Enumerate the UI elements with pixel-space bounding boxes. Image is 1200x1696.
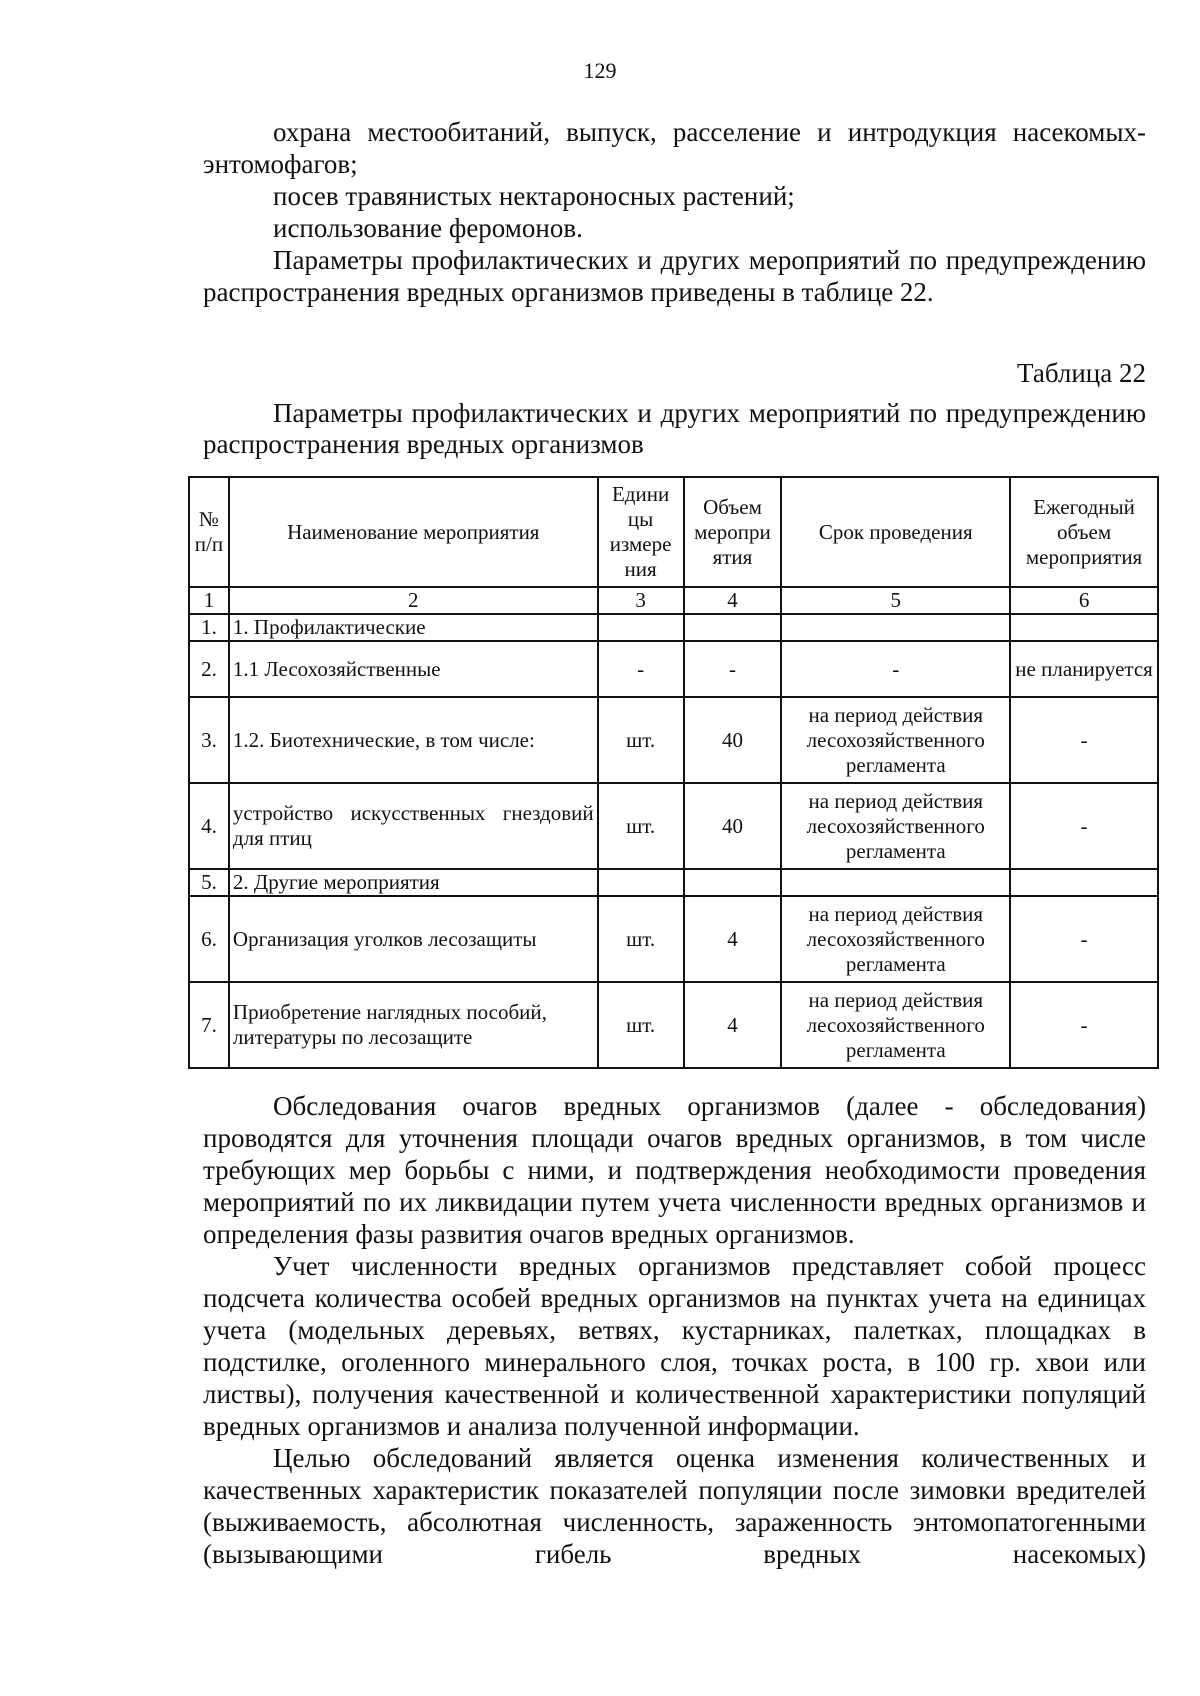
measure-unit: шт. — [598, 783, 684, 869]
measure-unit: шт. — [598, 982, 684, 1068]
measure-volume: 4 — [684, 896, 782, 982]
header-name: Наименование мероприятия — [229, 477, 598, 587]
header-annual-volume: Ежегодный объем мероприятия — [1010, 477, 1158, 587]
header-period: Срок проведения — [781, 477, 1010, 587]
table-row — [189, 869, 1158, 896]
column-number: 5 — [781, 587, 1010, 614]
measures-table — [188, 476, 1159, 1069]
measure-period — [781, 869, 1010, 896]
measure-annual-volume: - — [1010, 697, 1158, 783]
row-number: 5. — [189, 869, 229, 896]
column-number: 2 — [229, 587, 598, 614]
header-unit: Едини цы измере ния — [598, 477, 684, 587]
body-paragraph-1: Обследования очагов вредных организмов (далее - обследования) проводятся для уточнения площади очагов вредных организмов, в том числе требующих мер борьбы с ними, и подтверждения необходимости проведения мероприятий по их ликвидации путем учета численности вредных организмов и определения фазы развития очагов вредных организмов. — [203, 1091, 1146, 1249]
measure-unit — [598, 614, 684, 641]
measure-name: 1.2. Биотехнические, в том числе: — [229, 697, 598, 783]
measure-annual-volume: не планируется — [1010, 641, 1158, 697]
intro-paragraph-3: использование феромонов. — [273, 213, 583, 243]
measure-period — [781, 614, 1010, 641]
body-paragraph-3: Целью обследований является оценка изменения количественных и качественных характеристик показателей популяции после зимовки вредителей (выживаемость, абсолютная численность, зараженность энтомопатогенными (вызывающими гибель вредных насекомых) — [203, 1443, 1146, 1569]
measure-annual-volume — [1010, 614, 1158, 641]
measure-period: - — [781, 641, 1010, 697]
measure-period: на период действия лесохозяйственного регламента — [781, 896, 1010, 982]
measure-name: Приобретение наглядных пособий, литературы по лесозащите — [229, 982, 598, 1068]
table-title — [203, 398, 1146, 460]
measure-volume: 4 — [684, 982, 782, 1068]
table-column-number-row — [189, 587, 1158, 614]
row-number: 2. — [189, 641, 229, 697]
body-paragraph-2: Учет численности вредных организмов представляет собой процесс подсчета количества особей вредных организмов на пунктах учета на единицах учета (модельных деревьях, ветвях, кустарниках, палетках, площадках в подстилке, оголенного минерального слоя, точках роста, в 100 гр. хвои или листвы), получения качественной и количественной характеристики популяций вредных организмов и анализа полученной информации. — [203, 1251, 1146, 1441]
column-number: 3 — [598, 587, 684, 614]
table-title-text: Параметры профилактических и других мероприятий по предупреждению распространения вредных организмов — [203, 398, 1146, 459]
table-row — [189, 697, 1158, 783]
table-number: Таблица 22 — [1017, 358, 1146, 388]
header-number: № п/п — [189, 477, 229, 587]
measure-name: 1.1 Лесохозяйственные — [229, 641, 598, 697]
table-row — [189, 896, 1158, 982]
measure-volume: 40 — [684, 783, 782, 869]
measure-name: 1. Профилактические — [229, 614, 598, 641]
intro-text — [203, 116, 1146, 308]
measure-period: на период действия лесохозяйственного регламента — [781, 783, 1010, 869]
measure-volume: - — [684, 641, 782, 697]
column-number: 4 — [684, 587, 782, 614]
row-number: 7. — [189, 982, 229, 1068]
measure-unit — [598, 869, 684, 896]
measure-volume — [684, 614, 782, 641]
measure-period: на период действия лесохозяйственного регламента — [781, 697, 1010, 783]
measure-name: устройство искусственных гнездовий для птиц — [229, 783, 598, 869]
header-volume: Объем меропри ятия — [684, 477, 782, 587]
measure-volume: 40 — [684, 697, 782, 783]
body-text — [203, 1090, 1146, 1570]
table-row — [189, 614, 1158, 641]
intro-paragraph-2: посев травянистых нектароносных растений; — [273, 181, 795, 211]
column-number: 1 — [189, 587, 229, 614]
measure-name: Организация уголков лесозащиты — [229, 896, 598, 982]
measure-unit: шт. — [598, 896, 684, 982]
table-row — [189, 783, 1158, 869]
measure-unit: - — [598, 641, 684, 697]
row-number: 1. — [189, 614, 229, 641]
intro-paragraph-4: Параметры профилактических и других мероприятий по предупреждению распространения вредных организмов приведены в таблице 22. — [203, 245, 1146, 307]
row-number: 4. — [189, 783, 229, 869]
page-number: 129 — [583, 58, 617, 83]
measure-unit: шт. — [598, 697, 684, 783]
table-header-row — [189, 477, 1158, 587]
measure-annual-volume: - — [1010, 982, 1158, 1068]
table-row — [189, 982, 1158, 1068]
row-number: 6. — [189, 896, 229, 982]
measure-annual-volume: - — [1010, 783, 1158, 869]
measure-name: 2. Другие мероприятия — [229, 869, 598, 896]
row-number: 3. — [189, 697, 229, 783]
intro-paragraph-1: охрана местообитаний, выпуск, расселение и интродукция насекомых-энтомофагов; — [203, 117, 1146, 179]
measure-volume — [684, 869, 782, 896]
measure-period: на период действия лесохозяйственного регламента — [781, 982, 1010, 1068]
measure-annual-volume — [1010, 869, 1158, 896]
table-row — [189, 641, 1158, 697]
column-number: 6 — [1010, 587, 1158, 614]
measure-annual-volume: - — [1010, 896, 1158, 982]
